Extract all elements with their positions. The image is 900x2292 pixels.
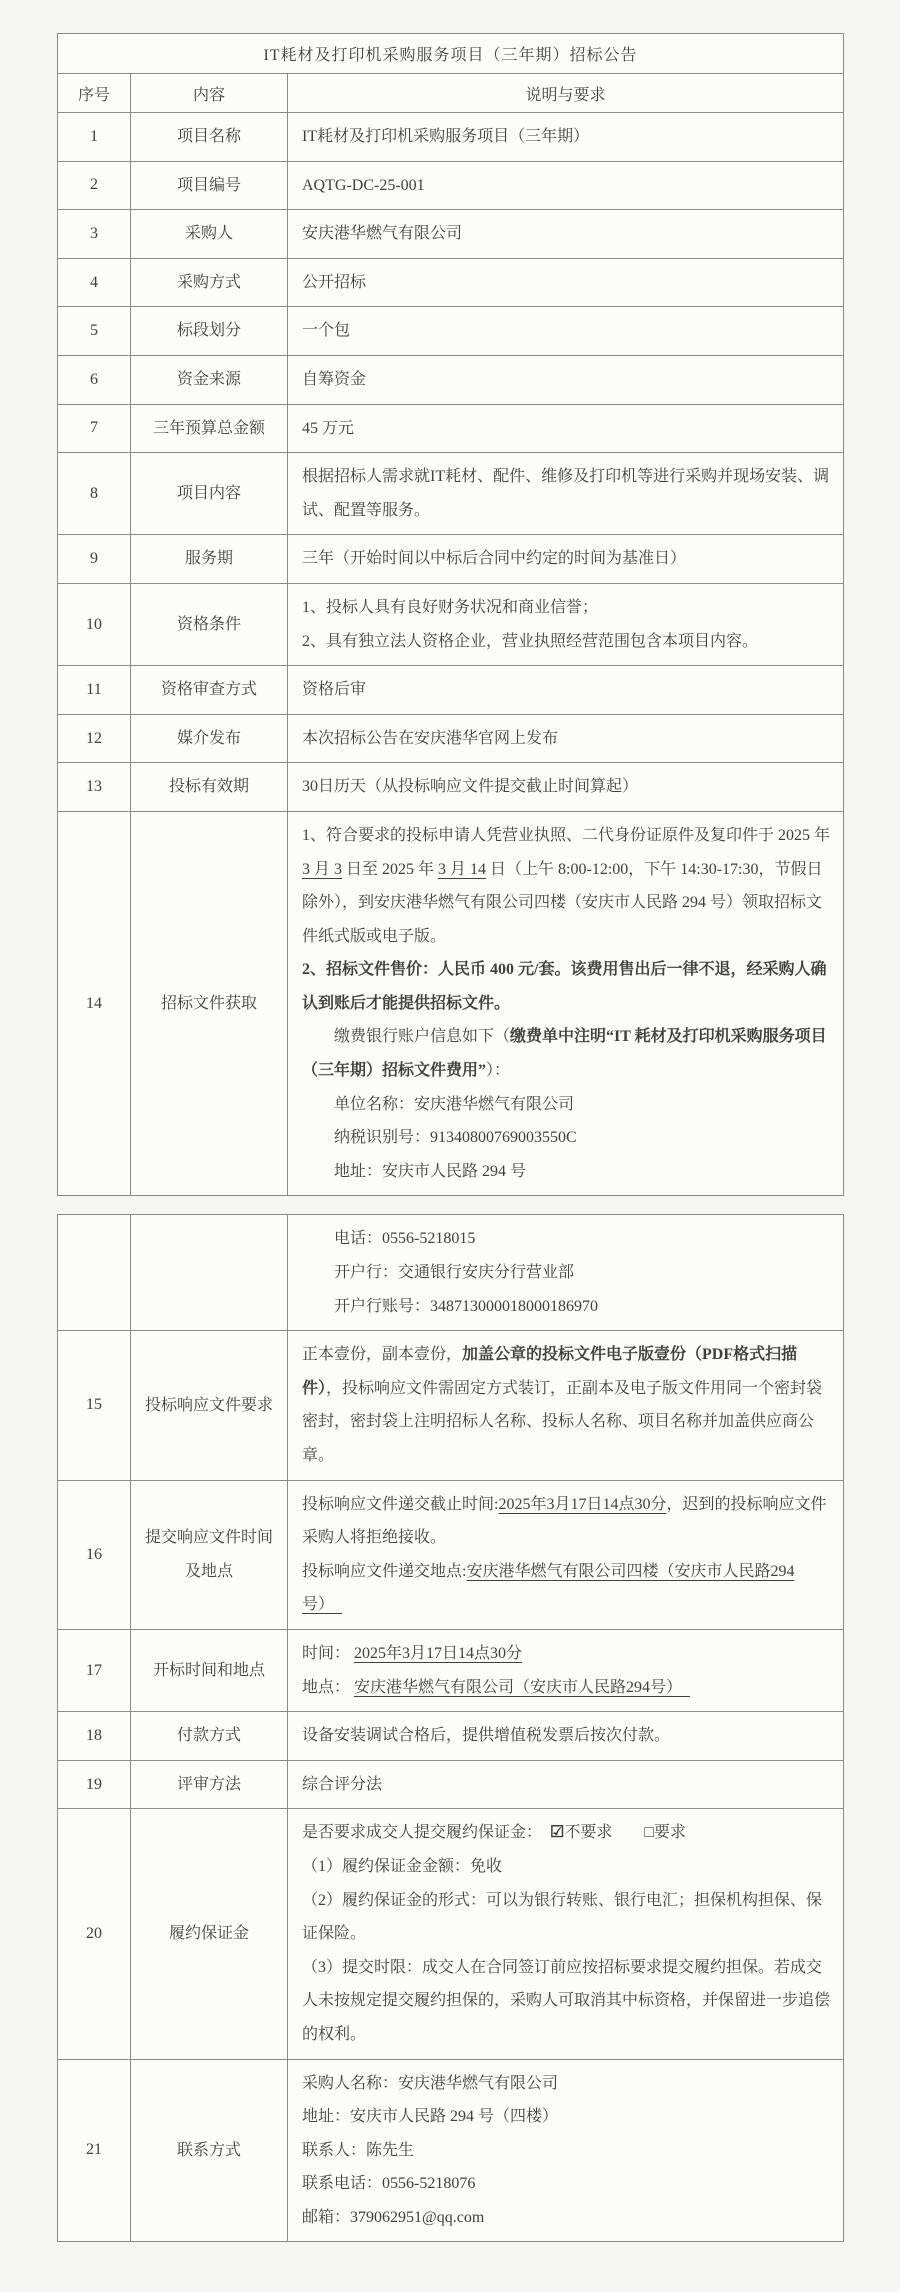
row-number-cell: 4 [58,258,131,307]
text-segment: 1、符合要求的投标申请人凭营业执照、二代身份证原件及复印件于 2025 年 [302,826,831,844]
text-segment: 45 万元 [302,419,355,437]
table-row [58,453,844,535]
row-label-cell: 资格审查方式 [131,666,288,715]
desc-paragraph [302,1850,831,1884]
announcement-table-bottom [57,1214,844,2242]
text-segment: 3 月 14 [438,860,487,878]
row-number-cell [58,1215,131,1331]
desc-paragraph [302,591,831,625]
table-row [58,1760,844,1809]
row-desc-cell [288,583,844,665]
text-segment: 联系人：陈先生 [302,2141,415,2159]
desc-paragraph [302,1020,831,1087]
row-desc-cell [288,763,844,812]
text-segment: 安庆港华燃气有限公司 [302,225,463,243]
desc-paragraph [302,1088,831,1122]
desc-paragraph [302,819,831,953]
text-segment: 时间： [302,1644,355,1662]
text-segment: 不要求 □要求 [564,1824,687,1842]
table-title: IT耗材及打印机采购服务项目（三年期）招标公告 [58,34,844,74]
row-desc-cell [288,1629,844,1711]
desc-paragraph [302,314,831,348]
desc-paragraph [302,1155,831,1189]
desc-paragraph [302,363,831,397]
row-label-cell [131,1215,288,1331]
row-label-cell: 采购方式 [131,258,288,307]
text-segment: ，投标响应文件需固定方式装订，正副本及电子版文件用同一个密封袋密封，密封袋上注明招标人名称、投标人名称、项目名称并加盖供应商公章。 [302,1379,823,1464]
desc-paragraph [302,1637,831,1671]
desc-paragraph [302,460,831,527]
row-desc-cell [288,1760,844,1809]
desc-paragraph [302,770,831,804]
table-row [58,1480,844,1629]
text-segment: 地点： [302,1678,355,1696]
column-header-desc: 说明与要求 [288,74,844,113]
table-row [58,714,844,763]
text-segment: 邮箱：379062951@qq.com [302,2208,485,2226]
row-desc-cell [288,1712,844,1761]
table-row [58,1809,844,2059]
desc-paragraph [302,412,831,446]
row-label-cell: 标段划分 [131,307,288,356]
desc-paragraph [302,2201,831,2235]
table-row [58,355,844,404]
row-number-cell: 16 [58,1480,131,1629]
desc-paragraph [302,1488,831,1555]
text-segment: 联系电话：0556-5218076 [302,2175,476,2193]
text-segment: 投标响应文件递交截止时间: [302,1495,499,1513]
row-desc-cell [288,113,844,162]
row-number-cell: 2 [58,161,131,210]
text-segment: 1、投标人具有良好财务状况和商业信誉； [302,598,599,616]
table-body-bottom [58,1215,844,2242]
text-segment: （1）履约保证金金额：免收 [302,1857,503,1875]
row-number-cell: 18 [58,1712,131,1761]
text-segment: 设备安装调试合格后，提供增值税发票后按次付款。 [302,1727,671,1745]
desc-paragraph [302,1816,831,1850]
row-label-cell: 提交响应文件时间及地点 [131,1480,288,1629]
text-segment: ）： [486,1062,511,1080]
desc-paragraph [302,953,831,1020]
row-number-cell: 6 [58,355,131,404]
text-segment: 正本壹份，副本壹份， [302,1346,463,1364]
desc-paragraph [302,673,831,707]
text-segment: 一个包 [302,322,351,340]
table-row [58,113,844,162]
text-segment: 2025年3月17日14点30分 [498,1495,667,1513]
desc-paragraph [302,169,831,203]
row-desc-cell [288,1809,844,2059]
desc-paragraph [302,2100,831,2134]
row-desc-cell [288,453,844,535]
text-segment: 单位名称：安庆港华燃气有限公司 [334,1095,575,1113]
row-label-cell: 评审方法 [131,1760,288,1809]
row-number-cell: 7 [58,404,131,453]
desc-paragraph [302,1256,831,1290]
text-segment: 安庆港华燃气有限公司四楼（安庆市人民路294号） [302,1562,795,1614]
row-desc-cell [288,1331,844,1480]
text-segment: 地址：安庆市人民路 294 号 [334,1162,527,1180]
table-body-top [58,113,844,1196]
table-row [58,404,844,453]
desc-paragraph [302,1290,831,1324]
row-number-cell: 15 [58,1331,131,1480]
row-desc-cell [288,811,844,1196]
row-label-cell: 项目内容 [131,453,288,535]
desc-paragraph [302,1121,831,1155]
text-segment: 电话：0556-5218015 [334,1230,476,1248]
row-label-cell: 开标时间和地点 [131,1629,288,1711]
desc-paragraph [302,1555,831,1622]
row-label-cell: 媒介发布 [131,714,288,763]
text-segment: 日至 2025 年 [342,860,439,878]
row-number-cell: 8 [58,453,131,535]
row-number-cell: 19 [58,1760,131,1809]
row-label-cell: 联系方式 [131,2059,288,2242]
text-segment: ，迟到的投标响应文件采购人将拒绝接收。 [302,1495,827,1547]
desc-paragraph [302,2067,831,2101]
text-segment: 缴费银行账户信息如下（ [334,1028,511,1046]
row-number-cell: 11 [58,666,131,715]
row-label-cell: 履约保证金 [131,1809,288,2059]
row-number-cell: 20 [58,1809,131,2059]
row-label-cell: 资格条件 [131,583,288,665]
text-segment: 投标响应文件递交地点: [302,1562,467,1580]
desc-paragraph [302,1671,831,1705]
table-row [58,763,844,812]
column-header-no: 序号 [58,74,131,113]
text-segment: 纳税识别号：91340800769003550C [334,1129,577,1147]
text-segment: 30日历天（从投标响应文件提交截止时间算起） [302,778,639,796]
text-segment: AQTG-DC-25-001 [302,176,425,194]
table-row [58,583,844,665]
desc-paragraph [302,1951,831,2052]
row-label-cell: 服务期 [131,535,288,584]
text-segment: （3）提交时限：成交人在合同签订前应按招标要求提交履约担保。若成交人未按规定提交履约担保的，采购人可取消其中标资格，并保留进一步追偿的权利。 [302,1958,831,2043]
text-segment: 根据招标人需求就IT耗材、配件、维修及打印机等进行采购并现场安装、调试、配置等服务。 [302,468,830,519]
text-segment: 资格后审 [302,681,367,699]
desc-paragraph [302,2167,831,2201]
row-desc-cell [288,258,844,307]
row-number-cell: 17 [58,1629,131,1711]
desc-paragraph [302,266,831,300]
text-segment: 三年（开始时间以中标后合同中约定的时间为基准日） [302,550,687,568]
text-segment: 公开招标 [302,273,367,291]
text-segment: 开户行账号：348713000018000186970 [334,1297,599,1315]
table-row [58,210,844,259]
text-segment: ☑ [550,1824,565,1842]
table-row [58,1331,844,1480]
row-number-cell: 13 [58,763,131,812]
row-desc-cell [288,404,844,453]
desc-paragraph [302,1884,831,1951]
table-row [58,307,844,356]
desc-paragraph [302,722,831,756]
row-desc-cell [288,535,844,584]
table-row [58,161,844,210]
row-desc-cell [288,714,844,763]
row-label-cell: 项目编号 [131,161,288,210]
row-number-cell: 10 [58,583,131,665]
desc-paragraph [302,625,831,659]
text-segment: 2、招标文件售价：人民币 400 元/套。该费用售出后一律不退，经采购人确认到账后才能提供招标文件。 [302,961,827,1012]
text-segment: 采购人名称：安庆港华燃气有限公司 [302,2074,559,2092]
desc-paragraph [302,1338,831,1472]
row-label-cell: 资金来源 [131,355,288,404]
table-row [58,2059,844,2242]
row-desc-cell [288,161,844,210]
table-row [58,258,844,307]
column-header-content: 内容 [131,74,288,113]
text-segment: 3 月 3 [302,860,343,878]
row-desc-cell [288,1480,844,1629]
announcement-table-top [57,33,844,1196]
table-row [58,1712,844,1761]
row-label-cell: 采购人 [131,210,288,259]
row-label-cell: 付款方式 [131,1712,288,1761]
text-segment: 2、具有独立法人资格企业，营业执照经营范围包含本项目内容。 [302,632,759,650]
text-segment: 综合评分法 [302,1775,383,1793]
text-segment: 日（上午 8:00-12:00，下午 14:30-17:30，节假日除外），到安庆港华燃气有限公司四楼（安庆市人民路 294 号）领取招标文件纸式版或电子版。 [302,860,823,945]
row-label-cell: 项目名称 [131,113,288,162]
row-desc-cell [288,666,844,715]
table-row [58,666,844,715]
row-desc-cell [288,2059,844,2242]
desc-paragraph [302,120,831,154]
text-segment: 缴费单中注明“IT 耗材及打印机采购服务项目（三年期）招标文件费用” [302,1028,827,1080]
row-number-cell: 21 [58,2059,131,2242]
text-segment: 本次招标公告在安庆港华官网上发布 [302,729,559,747]
desc-paragraph [302,217,831,251]
row-label-cell: 招标文件获取 [131,811,288,1196]
row-number-cell: 1 [58,113,131,162]
row-number-cell: 12 [58,714,131,763]
desc-paragraph [302,2134,831,2168]
text-segment: 开户行：交通银行安庆分行营业部 [334,1264,575,1282]
text-segment: （2）履约保证金的形式：可以为银行转账、银行电汇；担保机构担保、保证保险。 [302,1891,823,1943]
row-number-cell: 14 [58,811,131,1196]
table-row [58,1215,844,1331]
text-segment: 地址：安庆市人民路 294 号（四楼） [302,2108,559,2126]
column-header-row [58,74,844,113]
text-segment: 自筹资金 [302,370,367,388]
title-row [58,34,844,74]
desc-paragraph [302,1222,831,1256]
row-label-cell: 投标响应文件要求 [131,1331,288,1480]
text-segment: 加盖公章的投标文件电子版壹份（PDF格式扫描件） [302,1346,798,1397]
row-desc-cell [288,1215,844,1331]
row-desc-cell [288,210,844,259]
text-segment: IT耗材及打印机采购服务项目（三年期） [302,128,590,145]
table-row [58,535,844,584]
table-row [58,1629,844,1711]
row-label-cell: 三年预算总金额 [131,404,288,453]
row-number-cell: 9 [58,535,131,584]
desc-paragraph [302,1768,831,1802]
row-desc-cell [288,307,844,356]
text-segment: 是否要求成交人提交履约保证金： [302,1824,551,1842]
text-segment: 安庆港华燃气有限公司（安庆市人民路294号） [354,1678,691,1696]
row-label-cell: 投标有效期 [131,763,288,812]
desc-paragraph [302,542,831,576]
row-desc-cell [288,355,844,404]
row-number-cell: 5 [58,307,131,356]
table-row [58,811,844,1196]
row-number-cell: 3 [58,210,131,259]
desc-paragraph [302,1719,831,1753]
text-segment: 2025年3月17日14点30分 [354,1644,523,1662]
